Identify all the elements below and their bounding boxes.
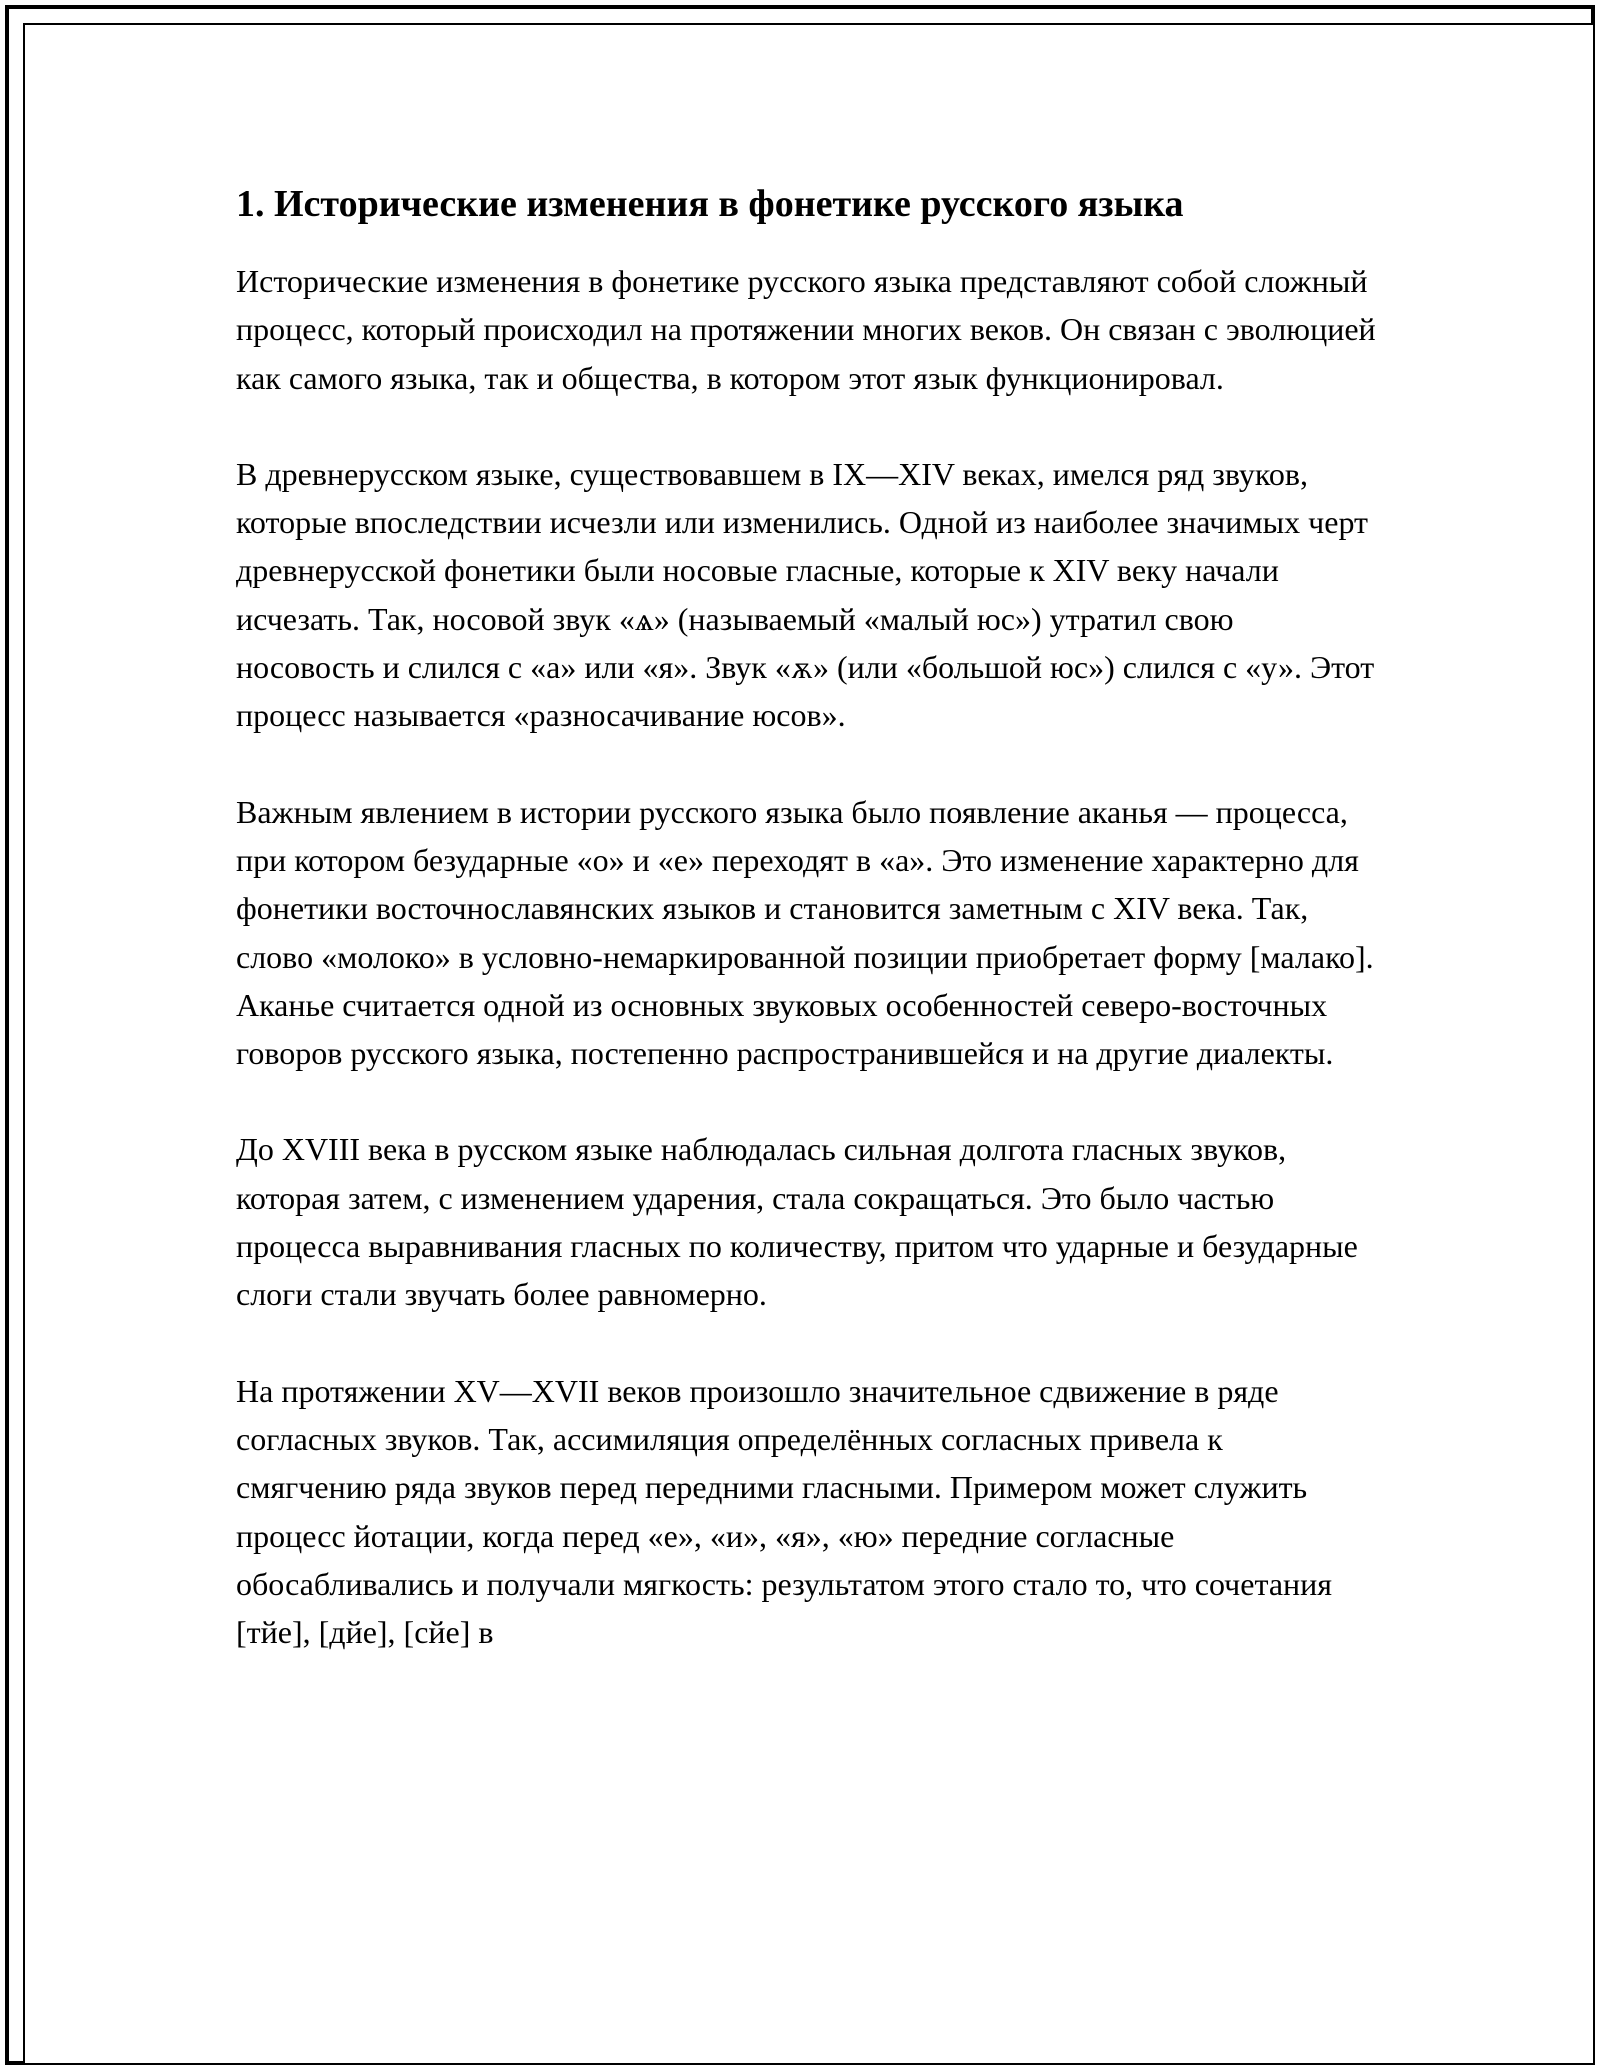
paragraph-intro: Исторические изменения в фонетике русского языка представляют собой сложный процесс, который происходил на протяжении многих веков. Он связан с эволюцией как самого языка, так и общества, в котором этот язык функционировал. (236, 263, 1376, 396)
paragraph-consonants: На протяжении XV—XVII веков произошло значительное сдвижение в ряде согласных звуков. Так, ассимиляция определённых согласных привела к смягчению ряда звуков перед передними гласными. Примером может служить процесс йотации, когда перед «е», «и», «я», «ю» передние согласные обосабливались и получали мягкость: результатом этого стало то, что сочетания [тйе], [дйе], [сйе] в (236, 1372, 1333, 1651)
document-body (236, 178, 1376, 1656)
paragraph-vowel-length: До XVIII века в русском языке наблюдалась сильная долгота гласных звуков, которая затем, с изменением ударения, стала сокращаться. Это было частью процесса выравнивания гласных по количеству, притом что ударные и безударные слоги стали звучать более равномерно. (236, 1131, 1358, 1313)
paragraph-akanye: Важным явлением в истории русского языка было появление аканья — процесса, при котором безударные «о» и «е» переходят в «а». Это изменение характерно для фонетики восточнославянских языков и становится заметным с XIV века. Так, слово «молоко» в условно-немаркированной позиции приобретает форму [малако]. Аканье считается одной из основных звуковых особенностей северо-восточных говоров русского языка, постепенно распространившейся и на другие диалекты. (236, 793, 1374, 1072)
section-heading: 1. Исторические изменения в фонетике русского языка (236, 183, 1184, 225)
paragraph-nasal-vowels: В древнерусском языке, существовавшем в IX—XIV веках, имелся ряд звуков, которые впоследствии исчезли или изменились. Одной из наиболее значимых черт древнерусской фонетики были носовые гласные, которые к XIV веку начали исчезать. Так, носовой звук «ѧ» (называемый «малый юс») утратил свою носовость и слился с «а» или «я». Звук «ѫ» (или «большой юс») слился с «у». Этот процесс называется «разносачивание юсов». (236, 455, 1375, 734)
